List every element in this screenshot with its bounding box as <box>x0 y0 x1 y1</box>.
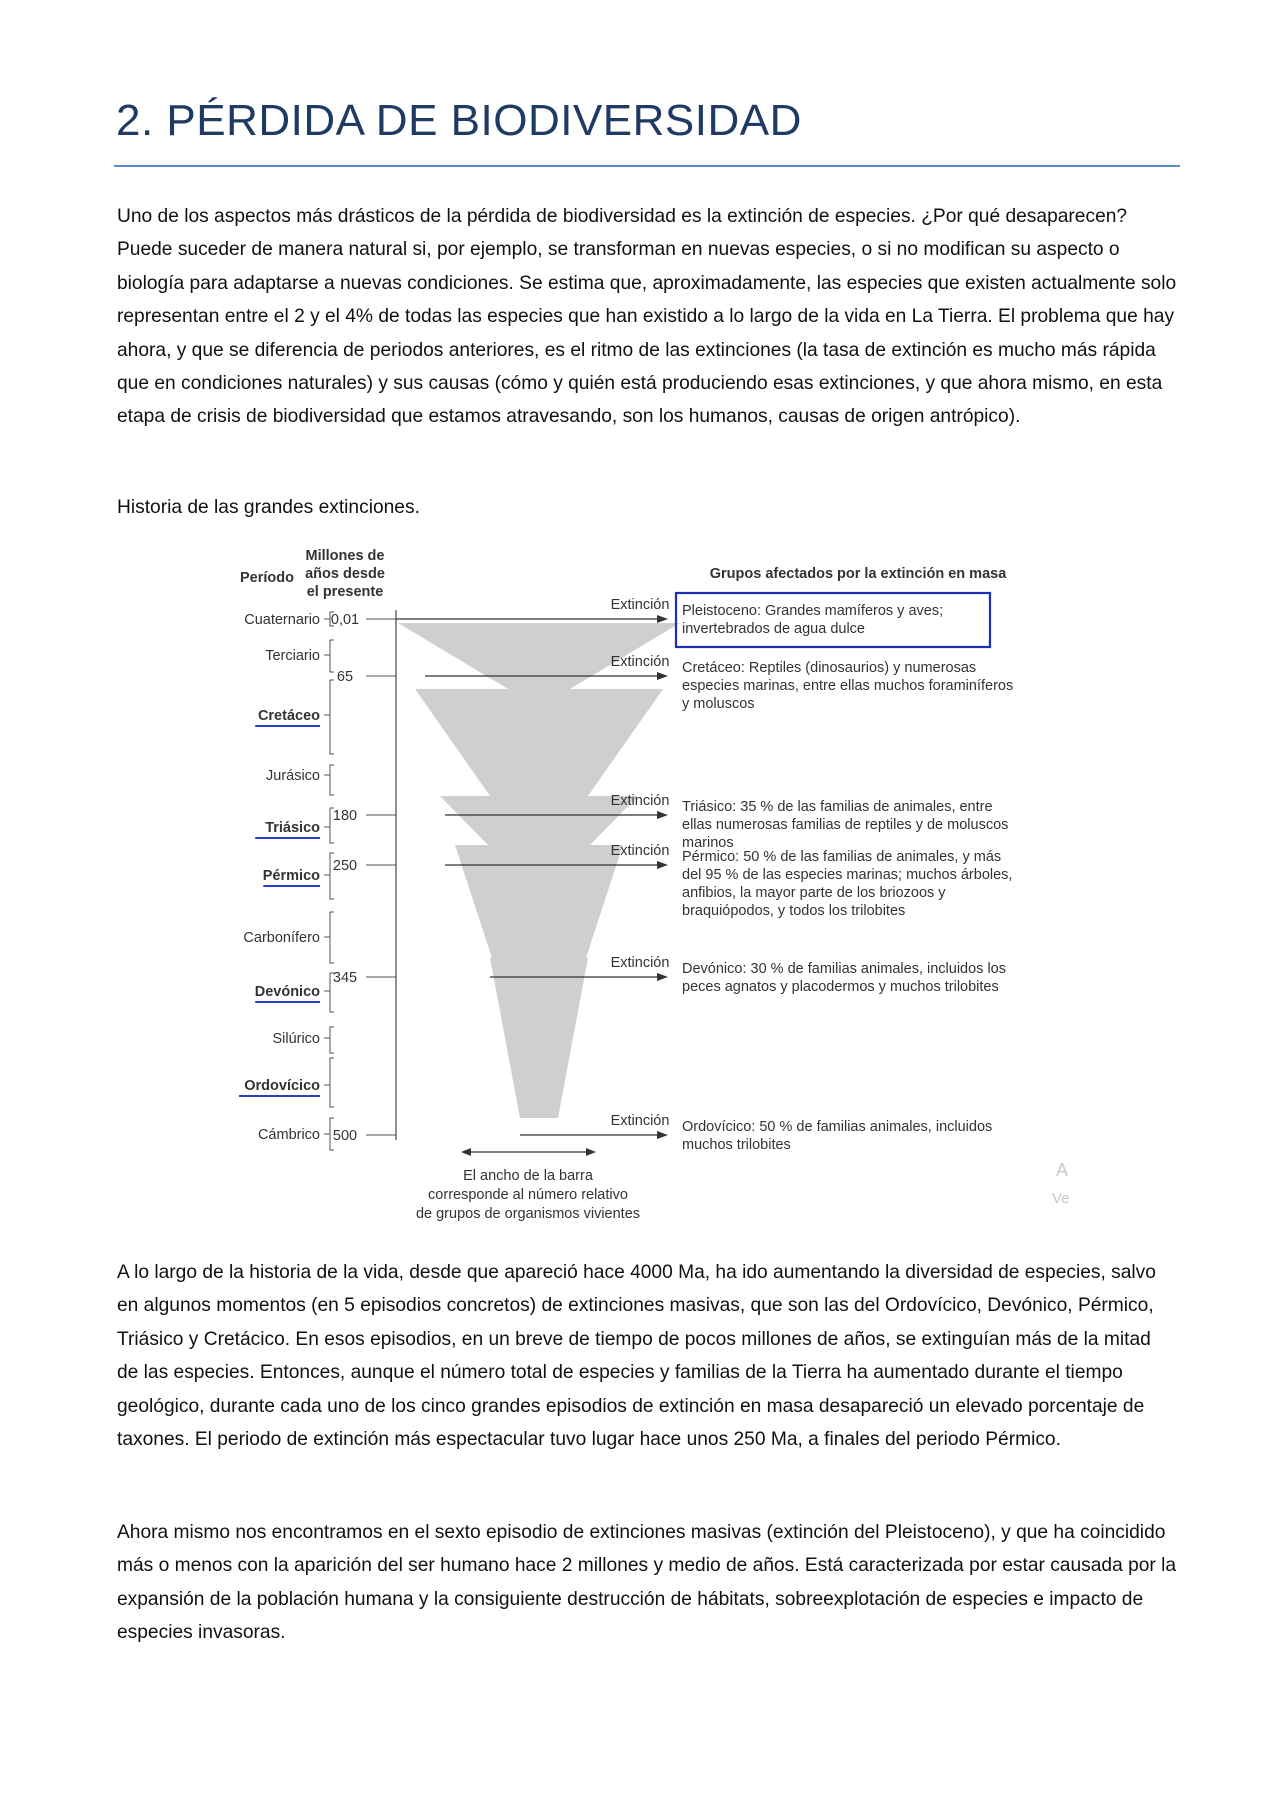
sixth-extinction-paragraph: Ahora mismo nos encontramos en el sexto episodio de extinciones masivas (extinción del Pleistoceno), y que ha coincidido más o menos con la aparición del ser humano hace 2 millones y medio de años. Está caracterizada por estar causada por la expansión de la población humana y la consiguiente destrucción de hábitats, sobreexplotación de especies e impacto de especies invasoras. <box>117 1522 1177 1644</box>
extinction-label: Extinción <box>610 597 670 613</box>
period-bracket <box>330 680 334 754</box>
event-0-line: Pleistoceno: Grandes mamíferos y aves; <box>682 603 944 619</box>
history-paragraph: A lo largo de la historia de la vida, desde que apareció hace 4000 Ma, ha ido aumentando la diversidad de especies, salvo en algunos momentos (en 5 episodios concretos) de extinciones masivas, que son las del Ordovícico, Devónico, Pérmico, Triásico y Cretácico. En esos episodios, en un breve de tiempo de pocos millones de años, se extinguían más de la mitad de las especies. Entonces, aunque el número total de especies y familias de la Tierra ha aumentado durante el tiempo geológico, durante cada uno de los cinco grandes episodios de extinción en masa desapareció un elevado porcentaje de taxones. El periodo de extinción más espectacular tuvo lugar hace unos 250 Ma, a finales del periodo Pérmico. <box>117 1262 1156 1451</box>
period-5: Pérmico <box>262 868 320 884</box>
groups-header: Grupos afectados por la extinción en masa <box>709 566 1007 582</box>
arrowhead-icon <box>657 973 668 981</box>
event-3-line: del 95 % de las especies marinas; muchos árboles, <box>682 867 1013 883</box>
highlight-box <box>676 593 990 647</box>
years-header-line: Millones de <box>305 548 385 564</box>
period-7: Devónico <box>254 984 320 1000</box>
figure-caption-line: corresponde al número relativo <box>428 1187 628 1203</box>
arrowhead-icon <box>657 1131 668 1139</box>
diversity-bar <box>415 689 663 796</box>
year-3: 250 <box>332 858 358 874</box>
event-2-line: marinos <box>682 835 734 851</box>
extinction-label: Extinción <box>610 1113 670 1129</box>
period-bracket <box>330 765 334 795</box>
period-8: Silúrico <box>272 1031 320 1047</box>
event-4-line: Devónico: 30 % de familias animales, incluidos los <box>682 961 1006 977</box>
period-bracket <box>330 912 334 963</box>
arrowhead-icon <box>657 811 668 819</box>
event-2-line: ellas numerosas familias de reptiles y de moluscos <box>682 817 1009 833</box>
arrowhead-icon <box>657 615 668 623</box>
arrowhead-icon <box>657 672 668 680</box>
year-2: 180 <box>332 808 358 824</box>
arrow-left-icon <box>461 1148 471 1156</box>
year-5: 500 <box>332 1128 358 1144</box>
event-3-line: anfibios, la mayor parte de los briozoos y <box>682 885 946 901</box>
extinctions-figure <box>220 540 1100 1230</box>
event-1-line: especies marinas, entre ellas muchos foraminíferos <box>682 678 1014 694</box>
cut-text: Ve <box>1052 1190 1070 1207</box>
extinction-label: Extinción <box>610 654 670 670</box>
event-2-line: Triásico: 35 % de las familias de animales, entre <box>682 799 993 815</box>
period-3: Jurásico <box>266 768 320 784</box>
page-title: 2. PÉRDIDA DE BIODIVERSIDAD <box>116 96 802 145</box>
years-header-line: el presente <box>306 584 384 600</box>
figure-caption-line: El ancho de la barra <box>463 1168 593 1184</box>
intro-paragraph: Uno de los aspectos más drásticos de la pérdida de biodiversidad es la extinción de especies. ¿Por qué desaparecen? Puede suceder de manera natural si, por ejemplo, se transforman en nuevas especies, o si no modifican su aspecto o biología para adaptarse a nuevas condiciones. Se estima que, aproximadamente, las especies que existen actualmente solo representan entre el 2 y el 4% de todas las especies que han existido a lo largo de la vida en La Tierra. El problema que hay ahora, y que se diferencia de periodos anteriores, es el ritmo de las extinciones (la tasa de extinción es mucho más rápida que en condiciones naturales) y sus causas (cómo y quién está produciendo esas extinciones, y que ahora mismo, en esta etapa de crisis de biodiversidad que estamos atravesando, son los humanos, causas de origen antrópico). <box>117 206 1177 428</box>
event-4-line: peces agnatos y placodermos y muchos trilobites <box>682 979 999 995</box>
figure-intro-text: Historia de las grandes extinciones. <box>117 497 420 518</box>
period-bracket <box>330 1058 334 1107</box>
figure-caption-line: de grupos de organismos vivientes <box>415 1206 641 1222</box>
period-header: Período <box>240 570 294 586</box>
year-0: 0,01 <box>330 612 360 628</box>
period-10: Cámbrico <box>257 1127 320 1143</box>
period-0: Cuaternario <box>244 612 320 628</box>
year-4: 345 <box>332 970 358 986</box>
period-bracket <box>330 1027 334 1053</box>
arrow-right-icon <box>586 1148 596 1156</box>
diversity-bar <box>490 958 588 1118</box>
diversity-bar <box>455 845 623 958</box>
year-1: 65 <box>336 669 354 685</box>
period-1: Terciario <box>265 648 320 664</box>
title-divider <box>114 165 1180 167</box>
event-0-line: invertebrados de agua dulce <box>682 621 865 637</box>
period-2: Cretáceo <box>257 708 320 724</box>
event-1-line: y moluscos <box>682 696 755 712</box>
extinction-label: Extinción <box>610 955 670 971</box>
period-bracket <box>330 640 334 672</box>
event-1-line: Cretáceo: Reptiles (dinosaurios) y numerosas <box>682 660 977 676</box>
event-3-line: Pérmico: 50 % de las familias de animales, y más <box>682 849 1002 865</box>
extinction-label: Extinción <box>610 843 670 859</box>
extinctions-diagram <box>220 540 1100 1230</box>
diversity-bar <box>440 796 638 845</box>
years-header-line: años desde <box>305 566 385 582</box>
event-3-line: braquiópodos, y todos los trilobites <box>682 903 906 919</box>
period-9: Ordovícico <box>244 1078 320 1094</box>
period-6: Carbonífero <box>243 930 320 946</box>
event-5-line: muchos trilobites <box>682 1137 791 1153</box>
arrowhead-icon <box>657 861 668 869</box>
period-4: Triásico <box>265 820 320 836</box>
cut-text: A <box>1056 1160 1069 1180</box>
event-5-line: Ordovícico: 50 % de familias animales, incluidos <box>682 1119 993 1135</box>
extinction-label: Extinción <box>610 793 670 809</box>
